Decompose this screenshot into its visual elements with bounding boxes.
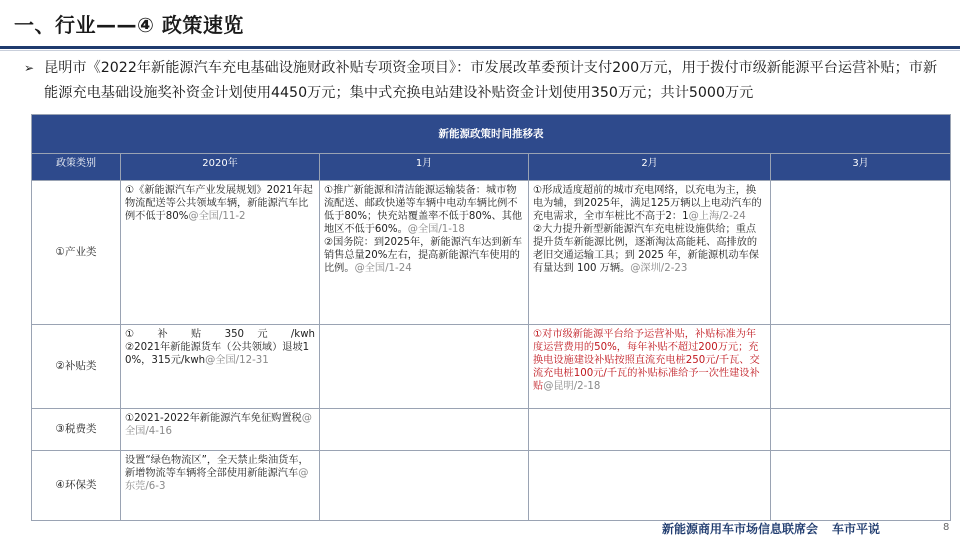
policy-source: @全国/1-18 <box>407 224 465 235</box>
policy-cell <box>529 325 771 409</box>
policy-source: @全国/1-24 <box>354 263 412 274</box>
policy-source: @东莞/6-3 <box>125 468 309 492</box>
policy-entry <box>125 341 315 367</box>
column-header: 2月 <box>529 154 771 181</box>
policy-source: @上海/2-24 <box>688 211 746 222</box>
policy-text: 设置“绿色物流区”，全天禁止柴油货车，新增物流等车辆将全部使用新能源汽车 <box>125 455 309 479</box>
policy-cell-empty <box>320 325 529 409</box>
policy-cell-empty <box>771 325 951 409</box>
policy-cell-empty <box>320 451 529 521</box>
table-row <box>32 409 951 451</box>
column-header: 政策类别 <box>32 154 121 181</box>
intro-paragraph <box>24 56 944 106</box>
policy-entry-highlight <box>533 328 766 393</box>
policy-source: @全国/4-16 <box>125 413 312 437</box>
policy-entry <box>125 454 315 493</box>
category-cell: ①产业类 <box>32 181 121 325</box>
policy-cell <box>121 181 320 325</box>
policy-source: @全国/11-2 <box>188 211 246 222</box>
footer-brand: 车市平说 <box>832 522 881 536</box>
table-row <box>32 451 951 521</box>
policy-text: ②大力提升新型新能源汽车充电桩设施供给；重点提升货车新能源比例，逐渐淘汰高能耗、高排放的老旧交通运输工具；到 2025 年，新能源机动车保有量达到 100 万辆。 <box>533 224 759 274</box>
policy-source: @昆明/2-18 <box>543 381 601 392</box>
page-title: 一、行业——④ 政策速览 <box>14 13 244 37</box>
table-row <box>32 325 951 409</box>
policy-entry <box>533 184 766 223</box>
policy-cell <box>121 409 320 451</box>
policy-text: ①2021-2022年新能源汽车免征购置税 <box>125 413 302 424</box>
policy-text: ②2021年新能源货车（公共领域）退坡10%，315元/kwh <box>125 342 310 366</box>
policy-source: @深圳/2-23 <box>630 263 688 274</box>
policy-cell <box>320 181 529 325</box>
policy-text: ①形成适度超前的城市充电网络，以充电为主，换电为辅，到2025年，满足125万辆以上电动汽车的充电需求，全市车桩比不高于2：1 <box>533 185 762 222</box>
policy-cell-empty <box>771 181 951 325</box>
policy-entry <box>324 236 524 275</box>
category-cell: ④环保类 <box>32 451 121 521</box>
policy-source: @全国/12-31 <box>205 355 269 366</box>
policy-entry <box>125 412 315 438</box>
category-cell: ③税费类 <box>32 409 121 451</box>
column-header: 2020年 <box>121 154 320 181</box>
policy-text: ①推广新能源和清洁能源运输装备：城市物流配送、邮政快递等车辆中电动车辆比例不低于80%；快充站覆盖率不低于80%、其他地区不低于60%。 <box>324 185 523 235</box>
column-header: 3月 <box>771 154 951 181</box>
title-divider <box>0 46 960 49</box>
policy-text: ① 补 贴 350 元 /kwh <box>125 329 315 340</box>
policy-cell-empty <box>771 409 951 451</box>
column-header: 1月 <box>320 154 529 181</box>
category-cell: ②补贴类 <box>32 325 121 409</box>
page-number: 8 <box>943 522 950 533</box>
policy-cell-empty <box>320 409 529 451</box>
footer-branding <box>662 520 880 537</box>
table-title: 新能源政策时间推移表 <box>32 115 951 154</box>
policy-entry <box>533 223 766 275</box>
policy-text: ①《新能源汽车产业发展规划》2021年起物流配送等公共领域车辆，新能源汽车比例不低于80% <box>125 185 313 222</box>
footer-org: 新能源商用车市场信息联席会 <box>662 522 819 536</box>
title-divider-thin <box>0 50 960 51</box>
table-row <box>32 181 951 325</box>
policy-entry <box>125 184 315 223</box>
policy-cell-empty <box>529 409 771 451</box>
table-header-row <box>32 154 951 181</box>
policy-text: ②国务院：到2025年，新能源汽车达到新车销售总量20%左右，提高新能源汽车使用的比例。 <box>324 237 523 274</box>
policy-text: ①对市级新能源平台给予运营补贴，补贴标准为年度运营费用的50%，每年补贴不超过200万元；充换电设施建设补贴按照直流充电桩250元/千瓦、交流充电桩100元/千瓦的补贴标准给予一次性建设补贴 <box>533 329 760 392</box>
policy-entry <box>324 184 524 236</box>
intro-text: 昆明市《2022年新能源汽车充电基础设施财政补贴专项资金项目》：市发展改革委预计支付200万元，用于拨付市级新能源平台运营补贴；市新能源充电基础设施奖补资金计划使用4450万元；集中式充换电站建设补贴资金计划使用350万元；共计5000万元 <box>44 60 938 101</box>
policy-cell <box>121 451 320 521</box>
policy-timeline-table <box>31 114 951 521</box>
policy-cell <box>121 325 320 409</box>
policy-cell-empty <box>529 451 771 521</box>
policy-cell <box>529 181 771 325</box>
arrow-bullet-icon: ➢ <box>24 61 35 75</box>
policy-entry <box>125 328 315 341</box>
policy-cell-empty <box>771 451 951 521</box>
